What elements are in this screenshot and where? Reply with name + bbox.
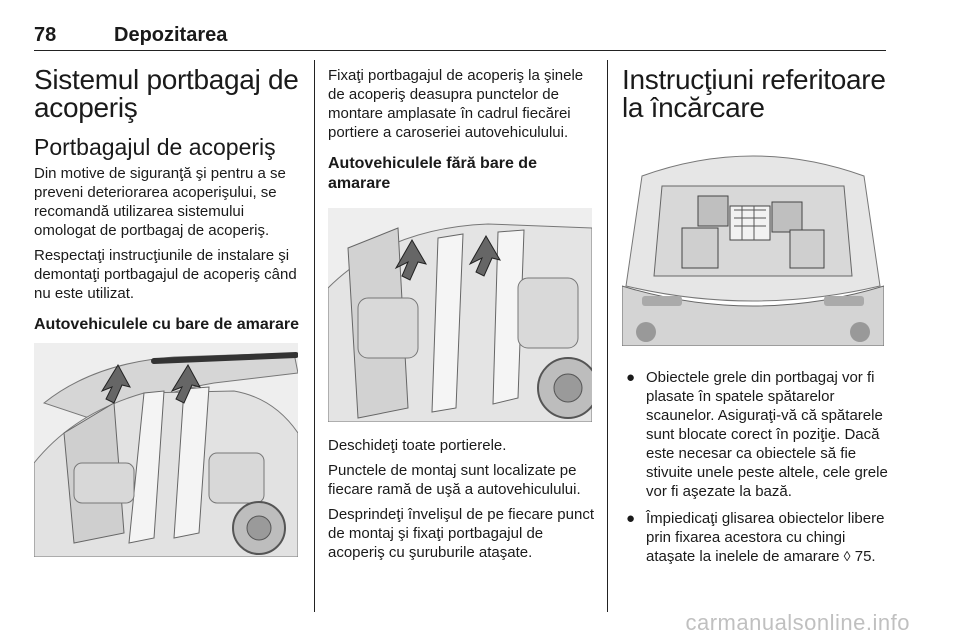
watermark: carmanualsonline.info	[685, 610, 910, 635]
column-divider	[314, 60, 315, 612]
page-reference-number[interactable]: 75.	[854, 548, 876, 565]
subsection-title: Portbagajul de acoperiş	[34, 134, 276, 160]
page-reference-icon[interactable]: ◊	[843, 548, 851, 564]
section-title: Sistemul portbagaj de acoperiş	[34, 64, 299, 123]
paragraph: Din motive de siguranţă şi pentru a se preveni deteriorarea acoperişului, se recomandă utilizarea sistemului omologat de portbagaj de acoperiş.	[34, 165, 286, 239]
paragraph: Deschideţi toate portierele.	[328, 437, 507, 454]
column-3	[622, 58, 888, 574]
running-title: Depozitarea	[114, 24, 228, 46]
paragraph: Fixaţi portbagajul de acoperiş la şinele de acoperiş deasupra punctelor de montare amplasate în cadrul fiecărei portiere a caroseriei autovehiculului.	[328, 67, 584, 141]
column-2	[328, 58, 596, 568]
loading-instructions-list	[622, 368, 888, 566]
roof-rails-car-illustration	[34, 343, 298, 557]
loaded-cargo-area-illustration	[622, 136, 884, 346]
paragraph: Desprindeţi învelişul de pe fiecare punct de montaj şi fixaţi portbagajul de acoperiş cu şuruburile ataşate.	[328, 506, 594, 561]
section-title: Instrucţiuni referitoare la încărcare	[622, 64, 886, 123]
column-divider	[607, 60, 608, 612]
list-item	[622, 368, 888, 501]
subheading: Autovehiculele cu bare de amarare	[34, 316, 299, 333]
column-1	[34, 58, 302, 557]
page-header	[34, 22, 886, 51]
page-number: 78	[34, 24, 57, 46]
list-item-text: Obiectele grele din portbagaj vor fi plasate în spatele spătarelor scaunelor. Asiguraţi-vă că spătarele sunt blocate corect în poziţie. Dacă este necesar ca obiectele să fie stivuite unele peste altele, cele grele vor fi aşezate la bază.	[646, 369, 888, 500]
bullet-icon: ●	[626, 510, 636, 527]
list-item	[622, 509, 888, 566]
paragraph: Respectaţi instrucţiunile de instalare şi demontaţi portbagajul de acoperiş când nu este utilizat.	[34, 247, 297, 302]
subheading: Autovehiculele fără bare de amarare	[328, 155, 537, 192]
paragraph: Punctele de montaj sunt localizate pe fiecare ramă de uşă a autovehiculului.	[328, 462, 581, 498]
door-frame-mounting-points-illustration	[328, 208, 592, 422]
list-item-text: Împiedicaţi glisarea obiectelor libere prin fixarea acestora cu chingi ataşate la inelele de amarare	[646, 510, 885, 565]
bullet-icon: ●	[626, 369, 636, 386]
